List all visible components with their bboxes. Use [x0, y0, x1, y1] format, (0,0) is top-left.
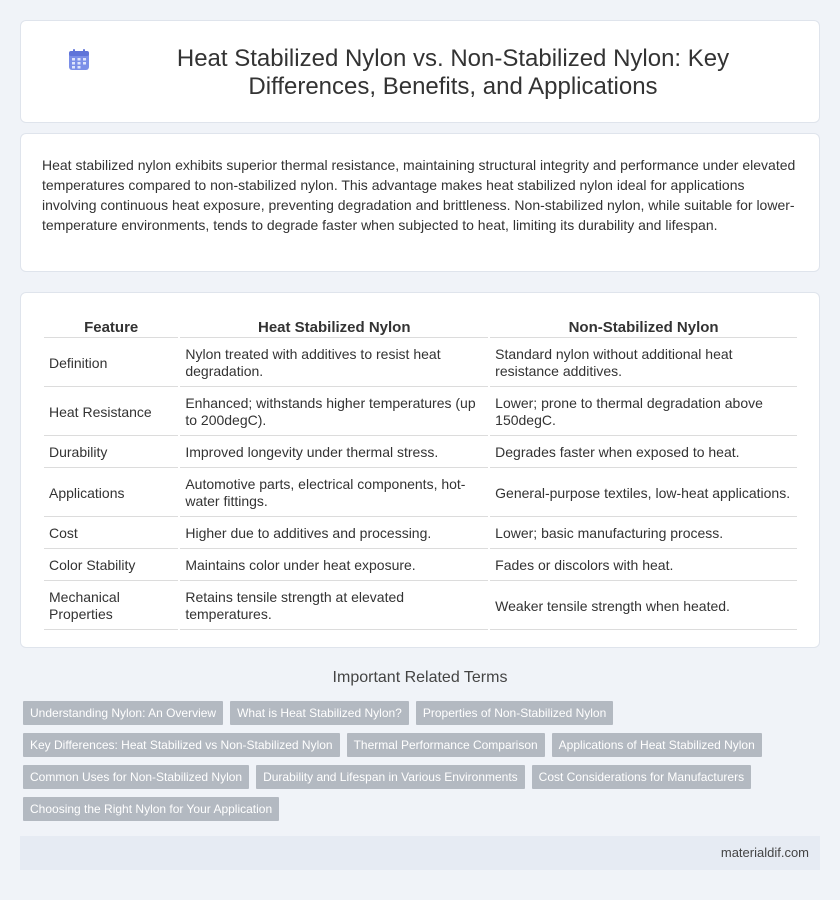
feature-cell: Cost — [44, 517, 178, 549]
intro-text: Heat stabilized nylon exhibits superior thermal resistance, maintaining structural integrity and performance under elevated temperatures compared to non-stabilized nylon. This advantage makes heat stabilized nylon ideal for applications involving continuous heat exposure, preventing degradation and brittleness. Non-stabilized nylon, while suitable for lower-temperature environments, tends to degrade faster when subjected to heat, limiting its durability and lifespan. — [42, 157, 796, 233]
feature-cell: Mechanical Properties — [44, 581, 178, 630]
heat-stabilized-cell: Nylon treated with additives to resist heat degradation. — [180, 338, 488, 387]
intro-card — [20, 133, 820, 272]
comparison-table — [42, 315, 799, 630]
related-term-tag[interactable]: Understanding Nylon: An Overview — [23, 701, 223, 725]
feature-cell: Color Stability — [44, 549, 178, 581]
table-row — [44, 338, 797, 387]
footer-site-link[interactable]: materialdif.com — [720, 845, 809, 860]
heat-stabilized-cell: Enhanced; withstands higher temperatures (up to 200degC). — [180, 387, 488, 436]
feature-cell: Definition — [44, 338, 178, 387]
heat-stabilized-cell: Higher due to additives and processing. — [180, 517, 488, 549]
heat-stabilized-cell: Automotive parts, electrical components, hot-water fittings. — [180, 468, 488, 517]
title-card — [20, 20, 820, 123]
calendar-icon — [67, 48, 91, 72]
page-title: Heat Stabilized Nylon vs. Non-Stabilized Nylon: Key Differences, Benefits, and Applications — [176, 45, 730, 100]
related-term-tag[interactable]: Properties of Non-Stabilized Nylon — [416, 701, 613, 725]
related-term-tag[interactable]: Durability and Lifespan in Various Environments — [256, 765, 525, 789]
related-term-tag[interactable]: What is Heat Stabilized Nylon? — [230, 701, 409, 725]
heat-stabilized-cell: Retains tensile strength at elevated temperatures. — [180, 581, 488, 630]
header-non-stabilized: Non-Stabilized Nylon — [490, 315, 797, 338]
feature-cell: Heat Resistance — [44, 387, 178, 436]
table-row — [44, 549, 797, 581]
non-stabilized-cell: Degrades faster when exposed to heat. — [490, 436, 797, 468]
title-wrap — [61, 45, 799, 101]
heat-stabilized-cell: Improved longevity under thermal stress. — [180, 436, 488, 468]
comparison-card — [20, 292, 820, 648]
related-term-tag[interactable]: Common Uses for Non-Stabilized Nylon — [23, 765, 249, 789]
table-row — [44, 387, 797, 436]
table-row — [44, 436, 797, 468]
non-stabilized-cell: Lower; prone to thermal degradation above 150degC. — [490, 387, 797, 436]
non-stabilized-cell: Standard nylon without additional heat resistance additives. — [490, 338, 797, 387]
related-term-tag[interactable]: Cost Considerations for Manufacturers — [532, 765, 751, 789]
related-terms-list — [23, 701, 783, 821]
table-row — [44, 517, 797, 549]
related-term-tag[interactable]: Key Differences: Heat Stabilized vs Non-Stabilized Nylon — [23, 733, 340, 757]
footer — [20, 836, 820, 870]
feature-cell: Applications — [44, 468, 178, 517]
table-header-row — [44, 315, 797, 338]
non-stabilized-cell: Lower; basic manufacturing process. — [490, 517, 797, 549]
header-feature: Feature — [44, 315, 178, 338]
non-stabilized-cell: General-purpose textiles, low-heat applications. — [490, 468, 797, 517]
related-term-tag[interactable]: Thermal Performance Comparison — [347, 733, 545, 757]
related-terms-title: Important Related Terms — [332, 669, 508, 686]
feature-cell: Durability — [44, 436, 178, 468]
related-term-tag[interactable]: Choosing the Right Nylon for Your Application — [23, 797, 279, 821]
table-row — [44, 468, 797, 517]
related-term-tag[interactable]: Applications of Heat Stabilized Nylon — [552, 733, 762, 757]
header-heat-stabilized: Heat Stabilized Nylon — [180, 315, 488, 338]
non-stabilized-cell: Fades or discolors with heat. — [490, 549, 797, 581]
heat-stabilized-cell: Maintains color under heat exposure. — [180, 549, 488, 581]
table-row — [44, 581, 797, 630]
non-stabilized-cell: Weaker tensile strength when heated. — [490, 581, 797, 630]
